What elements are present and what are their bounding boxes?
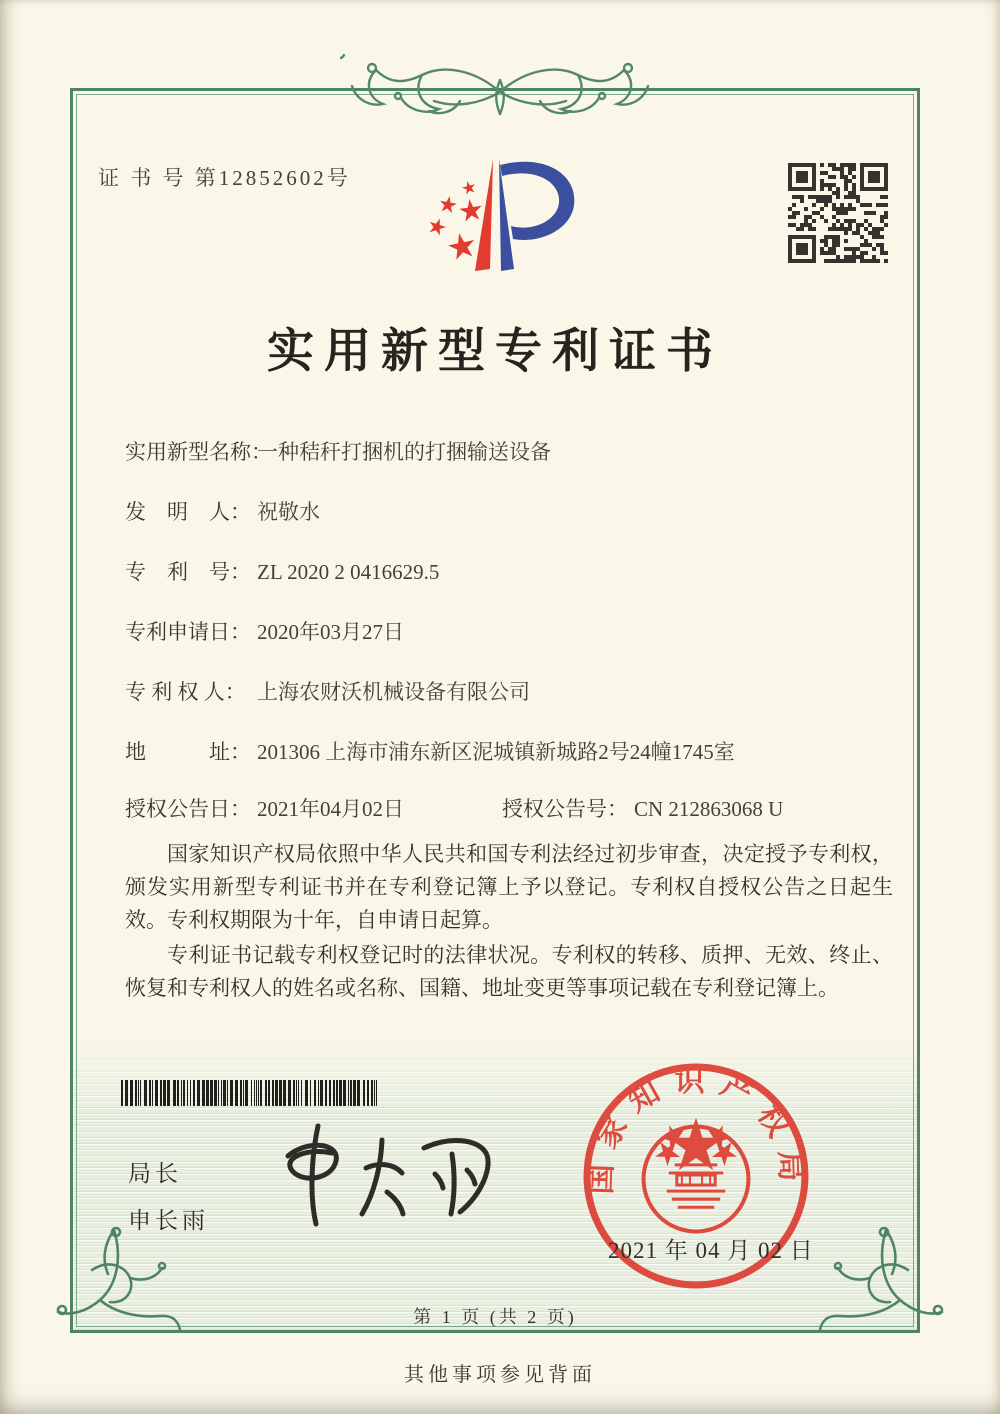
field-row-patent-no bbox=[125, 556, 905, 586]
field-label: 发 明 人： bbox=[125, 500, 251, 524]
signer-title: 局长 bbox=[128, 1161, 182, 1186]
field-value: 上海农财沃机械设备有限公司 bbox=[257, 680, 530, 704]
national-emblem-icon bbox=[644, 1127, 749, 1232]
field-value: CN 212863068 U bbox=[634, 797, 784, 821]
top-flourish-ornament bbox=[340, 54, 660, 132]
field-row-grant bbox=[125, 793, 905, 823]
cnipa-logo-icon bbox=[415, 143, 595, 295]
field-row-name bbox=[125, 436, 905, 466]
seal-ring-text: 国家知识产权局 bbox=[583, 1064, 809, 1195]
field-label: 实用新型名称： bbox=[125, 440, 272, 464]
barcode bbox=[121, 1080, 385, 1106]
field-label: 专 利 号： bbox=[125, 560, 251, 584]
field-value: 祝敬水 bbox=[257, 500, 320, 524]
paragraph: 国家知识产权局依照中华人民共和国专利法经过初步审查，决定授予专利权，颁发实用新型专利证书并在专利登记簿上予以登记。专利权自授权公告之日起生效。专利权期限为十年，自申请日起算。 bbox=[125, 842, 893, 932]
field-label: 专利申请日： bbox=[125, 620, 251, 644]
field-value: ZL 2020 2 0416629.5 bbox=[257, 560, 440, 584]
field-label: 授权公告日： bbox=[125, 797, 251, 821]
field-label: 地 址： bbox=[125, 740, 251, 764]
field-value: 一种秸秆打捆机的打捆输送设备 bbox=[257, 440, 551, 464]
field-row-address bbox=[125, 736, 905, 766]
field-row-inventor bbox=[125, 496, 905, 526]
seal-date: 2021 年 04 月 02 日 bbox=[608, 1238, 814, 1263]
back-note: 其他事项参见背面 bbox=[404, 1364, 596, 1386]
certificate-number: 证 书 号 第12852602号 bbox=[98, 166, 351, 190]
field-value: 2020年03月27日 bbox=[257, 620, 404, 644]
field-value: 2021年04月02日 bbox=[257, 797, 404, 821]
legal-text bbox=[125, 838, 893, 1007]
page-indicator: 第 1 页 (共 2 页) bbox=[413, 1307, 577, 1327]
qr-code bbox=[788, 163, 888, 263]
signer-name: 申长雨 bbox=[128, 1208, 209, 1233]
paragraph: 专利证书记载专利权登记时的法律状况。专利权的转移、质押、无效、终止、恢复和专利权人的姓名或名称、国籍、地址变更等事项记载在专利登记簿上。 bbox=[125, 943, 893, 1000]
field-row-patentee bbox=[125, 676, 905, 706]
certificate-title: 实用新型专利证书 bbox=[267, 326, 723, 378]
field-label: 授权公告号： bbox=[502, 797, 628, 821]
handwritten-signature bbox=[262, 1112, 512, 1242]
field-value: 201306 上海市浦东新区泥城镇新城路2号24幢1745室 bbox=[257, 740, 735, 764]
field-label: 专 利 权 人： bbox=[125, 680, 246, 704]
field-row-filing-date bbox=[125, 616, 905, 646]
